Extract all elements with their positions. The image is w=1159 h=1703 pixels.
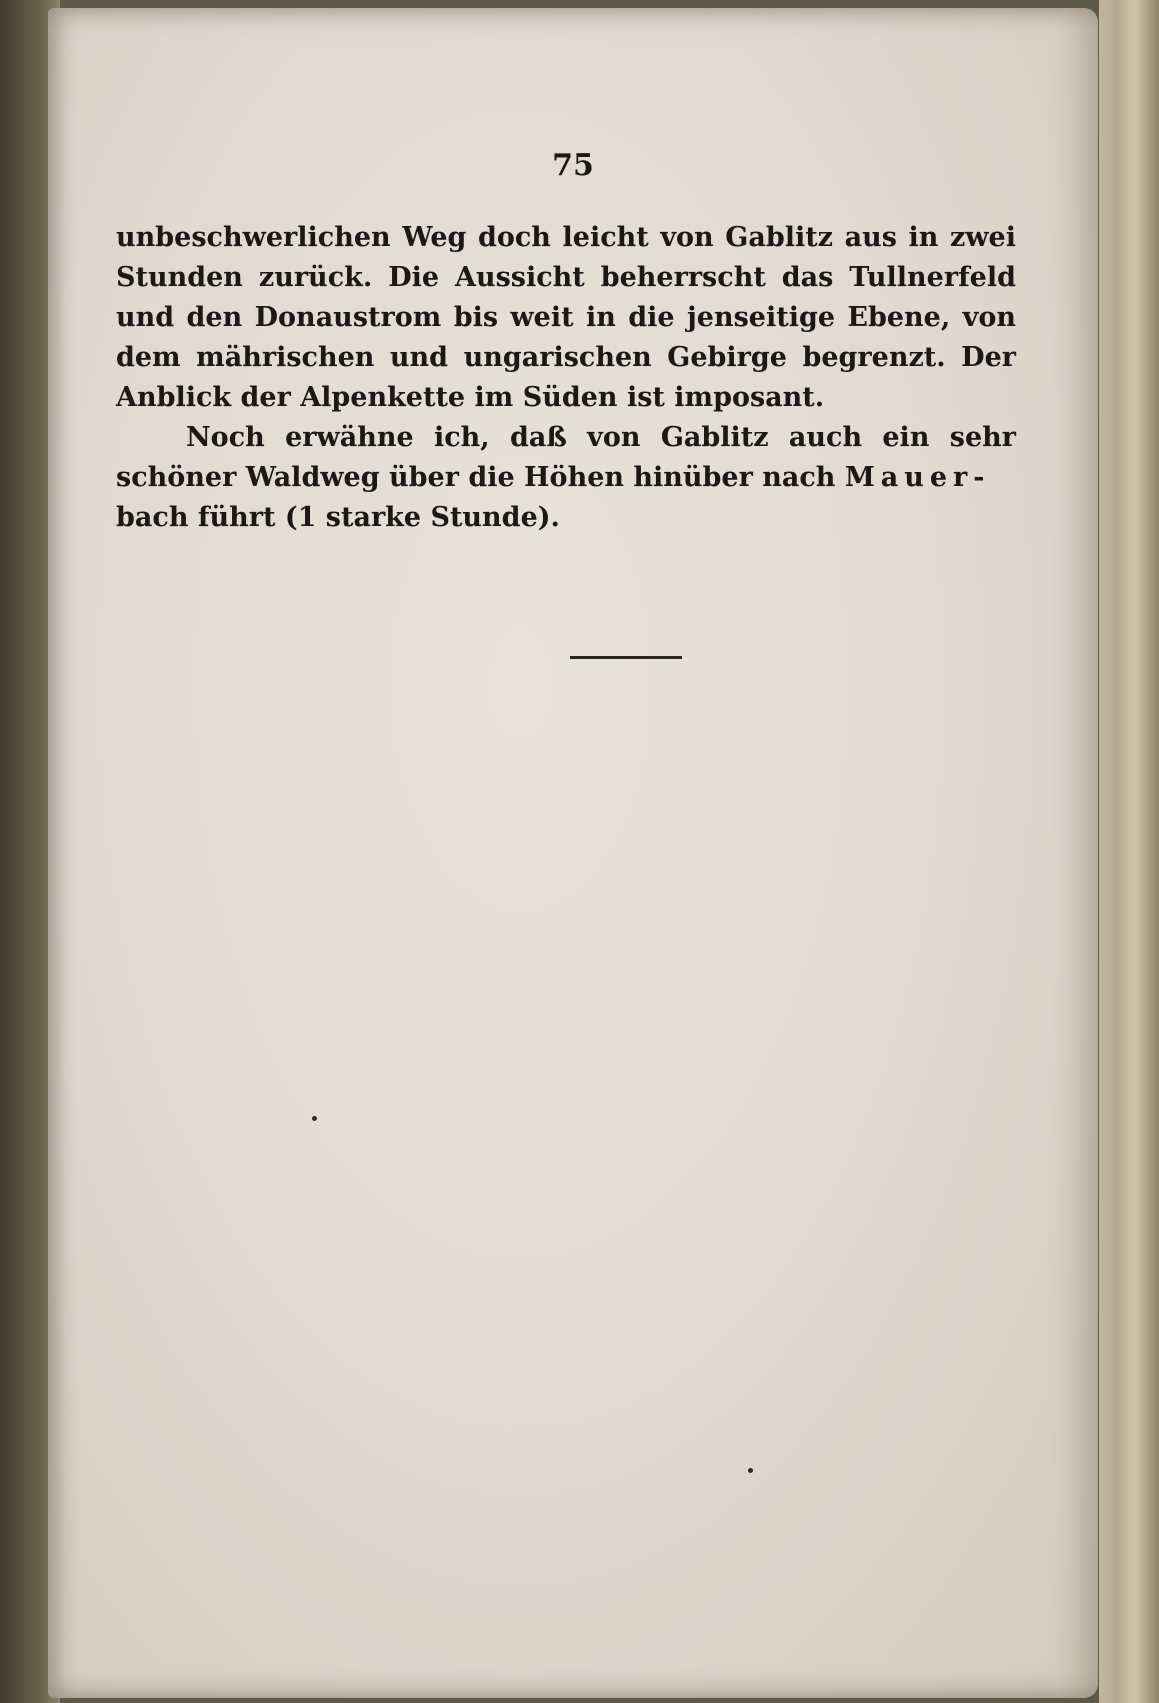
rule (570, 656, 682, 659)
book-page (48, 8, 1098, 1698)
bleed-through-text (116, 548, 1016, 650)
paragraph-2: Noch erwähne ich, daß von Gablitz auch ein sehr schöner Waldweg über die Höhen hinüber nach Mauer- bach führt (1 starke Stunde). (116, 422, 1016, 533)
paragraph-2-text-b: bach führt (1 starke Stunde). (116, 502, 560, 533)
paragraph-1: unbeschwerlichen Weg doch leicht von Gablitz aus in zwei Stunden zurück. Die Aussicht beherrscht das Tullnerfeld und den Donaustrom bis weit in die jenseitige Ebene, von dem mährischen und ungarischen Gebirge begrenzt. Der Anblick der Alpenkette im Süden ist imposant. (116, 222, 1016, 413)
page-number: 75 (552, 148, 594, 183)
paragraph-2-text-a: Noch erwähne ich, daß von Gablitz auch ein sehr schöner Waldweg über die Höhen hinüber nach (116, 422, 1016, 493)
ink-speck (748, 1468, 753, 1473)
spaced-placename: Mauer (844, 462, 974, 493)
ink-speck (312, 1116, 317, 1121)
page-body (116, 218, 1016, 538)
page-edges (1099, 0, 1159, 1703)
